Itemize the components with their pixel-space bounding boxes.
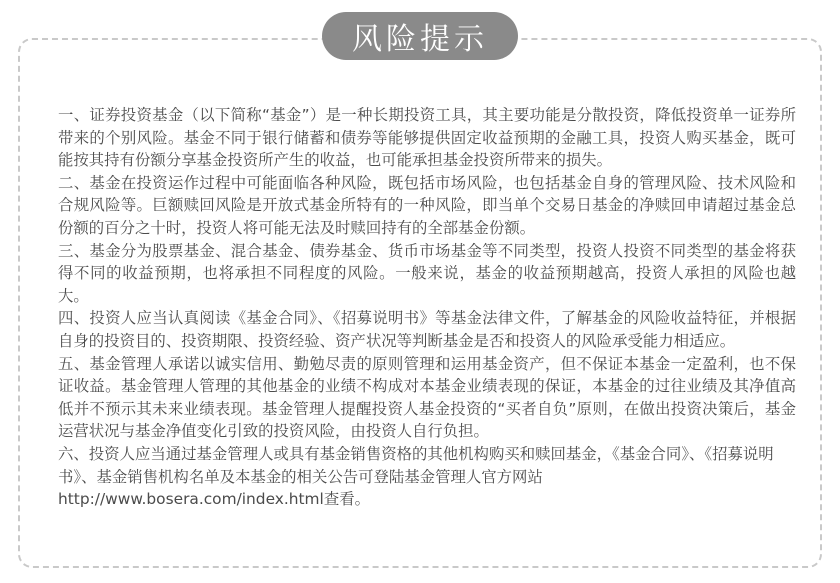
paragraph-4: 四、投资人应当认真阅读《基金合同》、《招募说明书》等基金法律文件，了解基金的风险收益特征，并根据自身的投资目的、投资期限、投资经验、资产状况等判断基金是否和投资人的风险承受能力相适应。 — [58, 309, 796, 350]
paragraph-5: 五、基金管理人承诺以诚实信用、勤勉尽责的原则管理和运用基金资产，但不保证本基金一定盈利，也不保证收益。基金管理人管理的其他基金的业绩不构成对本基金业绩表现的保证，本基金的过往业绩及其净值高低并不预示其未来业绩表现。基金管理人提醒投资人基金投资的“买者自负”原则，在做出投资决策后，基金运营状况与基金净值变化引致的投资风险，由投资人自行负担。 — [58, 354, 796, 441]
paragraph-6: 六、投资人应当通过基金管理人或具有基金销售资格的其他机构购买和赎回基金，《基金合同》、《招募说明书》、基金销售机构名单及本基金的相关公告可登陆基金管理人官方网站http://www.bosera.com/index.html查看。 — [58, 444, 774, 509]
page-title: 风险提示 — [322, 12, 518, 60]
paragraph-3: 三、基金分为股票基金、混合基金、债券基金、货币市场基金等不同类型，投资人投资不同类型的基金将获得不同的收益预期，也将承担不同程度的风险。一般来说，基金的收益预期越高，投资人承担的风险也越大。 — [58, 241, 796, 305]
paragraph-1: 一、证券投资基金（以下简称“基金”）是一种长期投资工具，其主要功能是分散投资，降低投资单一证券所带来的个别风险。基金不同于银行储蓄和债券等能够提供固定收益预期的金融工具，投资人购买基金，既可能按其持有份额分享基金投资所产生的收益，也可能承担基金投资所带来的损失。 — [58, 106, 796, 170]
paragraph-2: 二、基金在投资运作过程中可能面临各种风险，既包括市场风险，也包括基金自身的管理风险、技术风险和合规风险等。巨额赎回风险是开放式基金所特有的一种风险，即当单个交易日基金的净赎回申请超过基金总份额的百分之十时，投资人将可能无法及时赎回持有的全部基金份额。 — [58, 173, 796, 237]
risk-notice-body — [58, 104, 796, 511]
